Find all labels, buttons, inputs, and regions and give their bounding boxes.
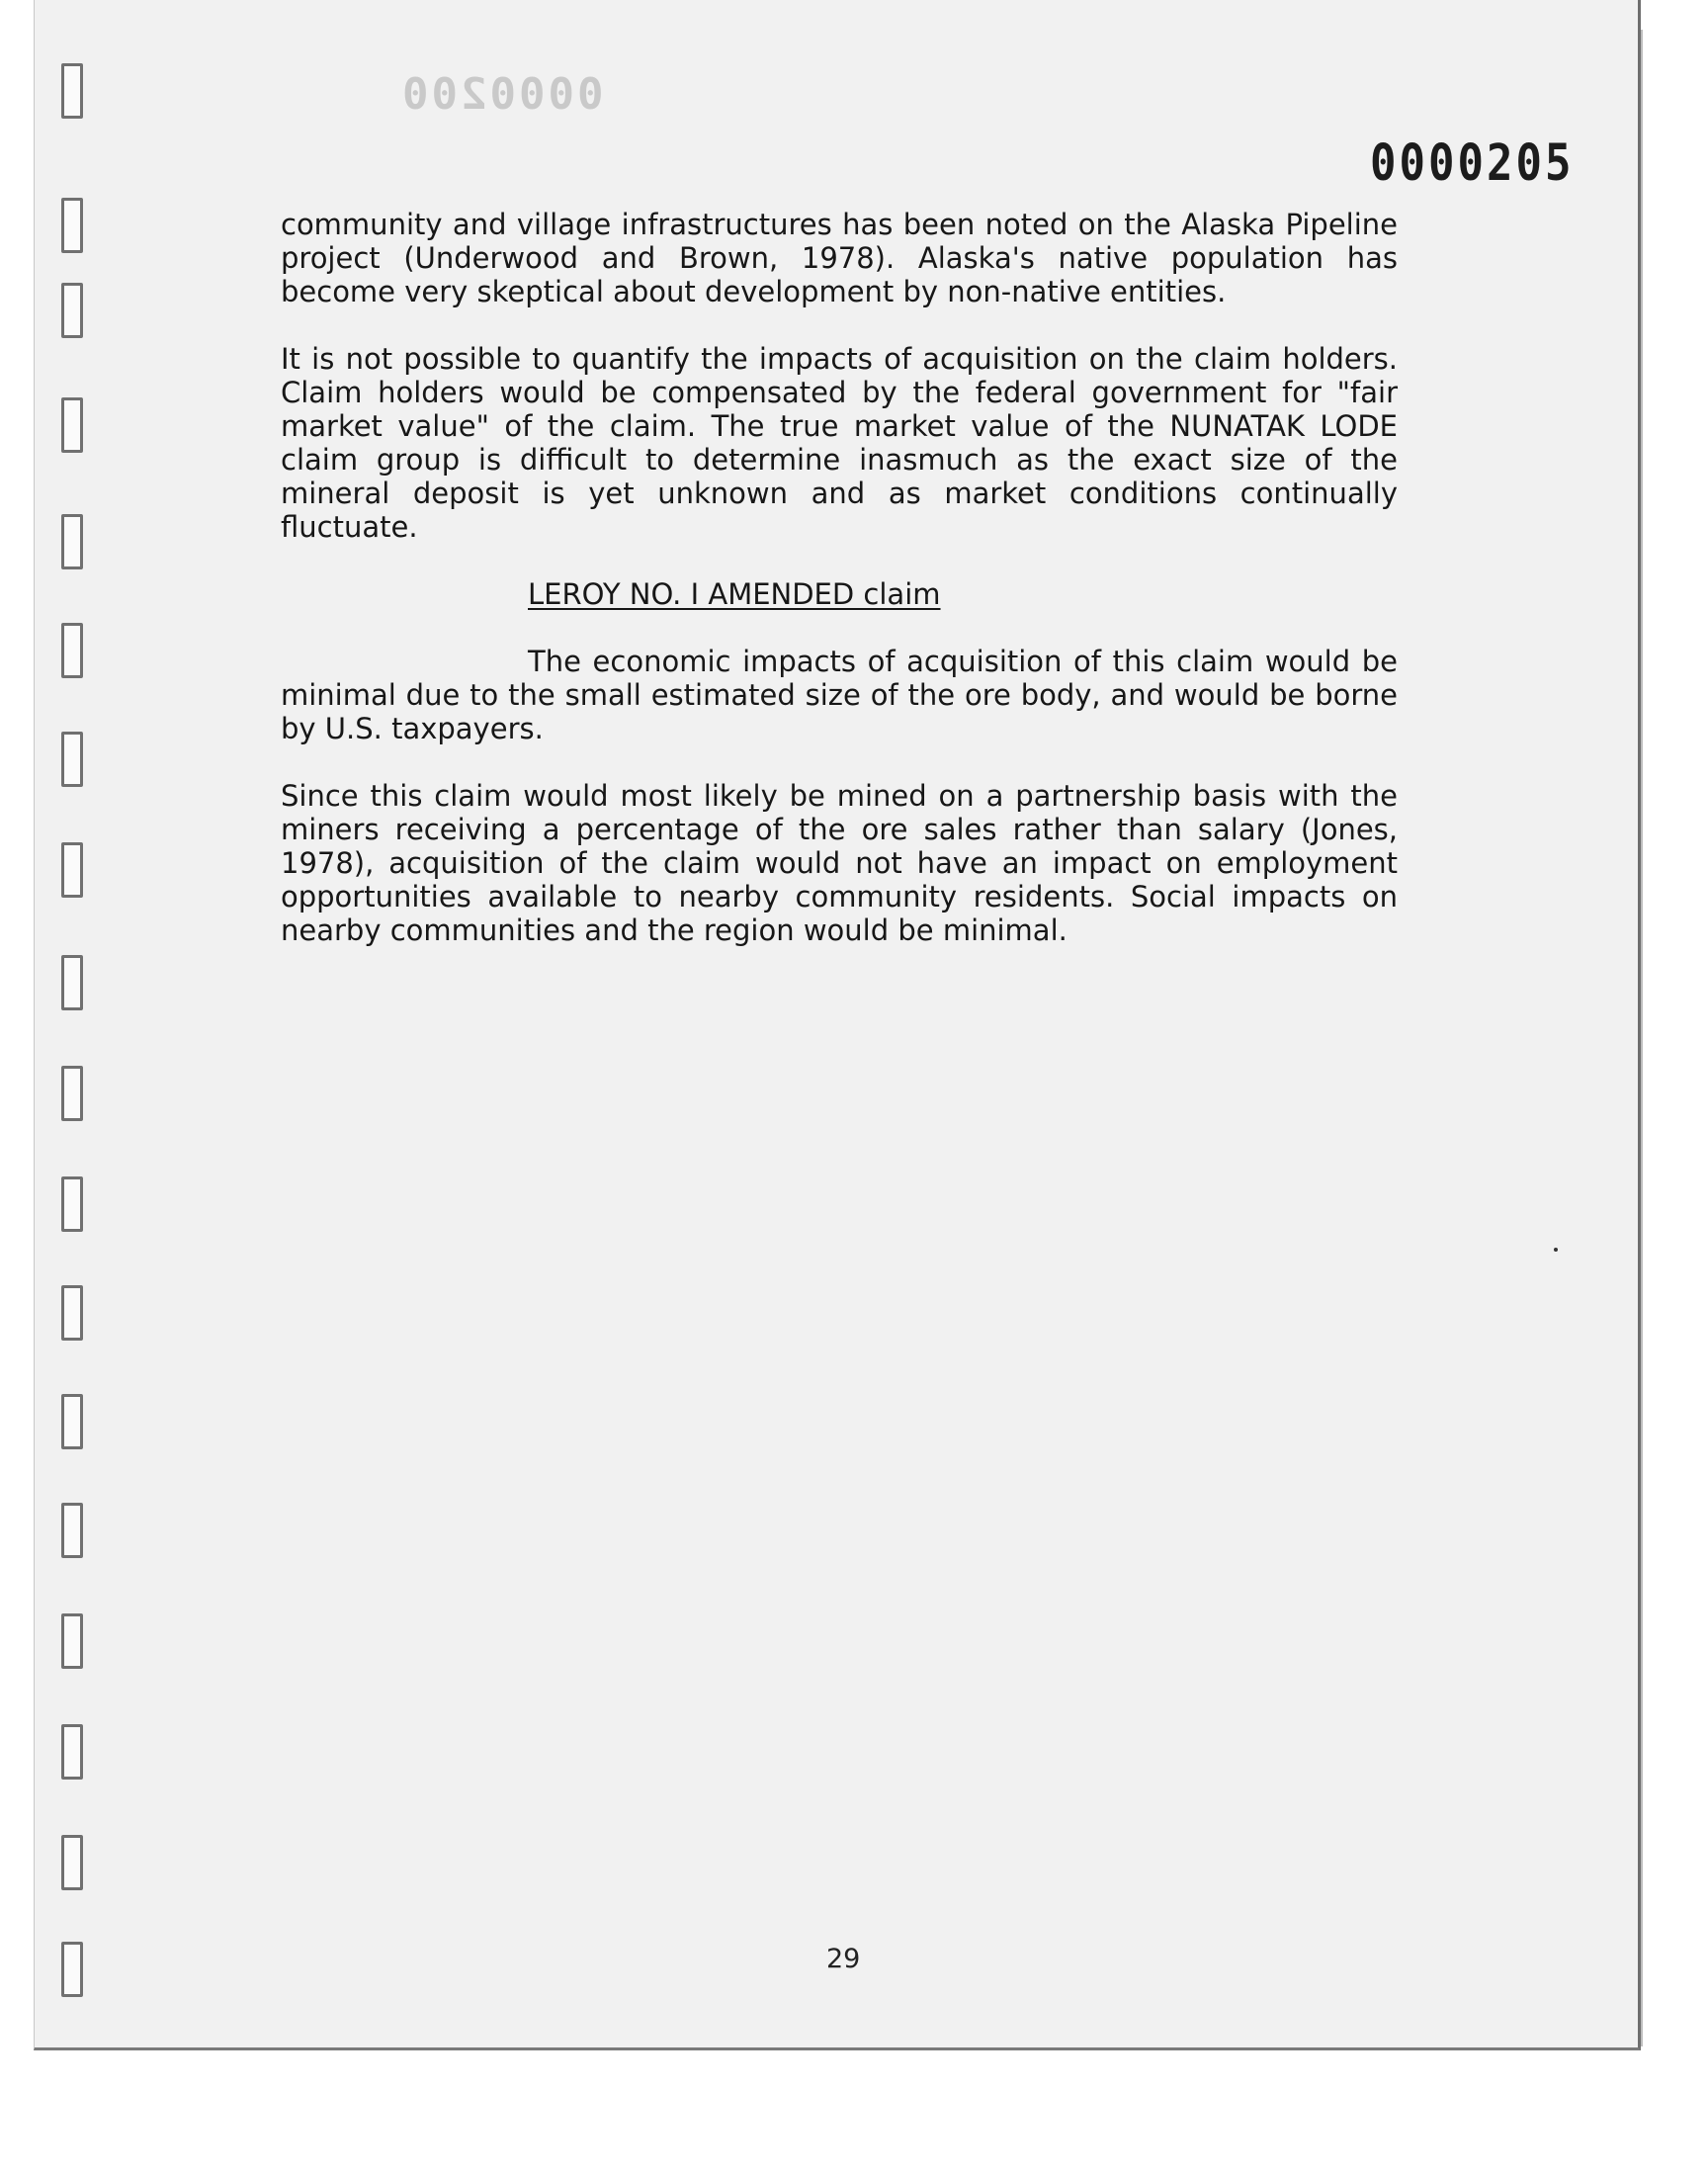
paragraph: community and village infrastructures has been noted on the Alaska Pipeline project (Underwood and Brown, 1978). Alaska's native population has become very skeptical about development by non-native entities.	[281, 208, 1398, 308]
binding-hole	[61, 397, 83, 453]
document-number: 0000205	[1370, 134, 1575, 193]
binding-hole	[61, 283, 83, 338]
binding-hole	[61, 1176, 83, 1232]
binding-hole	[61, 1503, 83, 1558]
binding-hole	[61, 514, 83, 569]
binding-hole	[61, 1394, 83, 1449]
binding-hole	[61, 198, 83, 253]
body-text	[281, 208, 1398, 981]
page-number: 29	[826, 1944, 861, 1974]
paragraph: The economic impacts of acquisition of this claim would be minimal due to the small estimated size of the ore body, and would be borne by U.S. taxpayers.	[281, 645, 1398, 745]
binding-hole	[61, 1942, 83, 1997]
scan-speck	[1554, 1248, 1558, 1252]
binding-hole	[61, 1724, 83, 1780]
binding-hole	[61, 1613, 83, 1669]
bleed-through-number: 0000200	[399, 69, 604, 120]
binding-hole	[61, 1066, 83, 1121]
binding-hole	[61, 623, 83, 678]
binding-hole	[61, 63, 83, 119]
section-heading: LEROY NO. I AMENDED claim	[528, 577, 941, 611]
binding-hole	[61, 1285, 83, 1341]
binding-hole	[61, 842, 83, 898]
binding-hole	[61, 955, 83, 1010]
paragraph: Since this claim would most likely be mined on a partnership basis with the miners receiving a percentage of the ore sales rather than salary (Jones, 1978), acquisition of the claim would not have an impact on employment opportunities available to nearby community residents. Social impacts on nearby communities and the region would be minimal.	[281, 779, 1398, 947]
paper-edge	[1641, 30, 1643, 2046]
binding-hole	[61, 732, 83, 787]
paragraph: It is not possible to quantify the impacts of acquisition on the claim holders. Claim holders would be compensated by the federal government for "fair market value" of the claim. The true market value of the NUNATAK LODE claim group is difficult to determine inasmuch as the exact size of the mineral deposit is yet unknown and as market conditions continually fluctuate.	[281, 342, 1398, 544]
binding-hole	[61, 1835, 83, 1890]
